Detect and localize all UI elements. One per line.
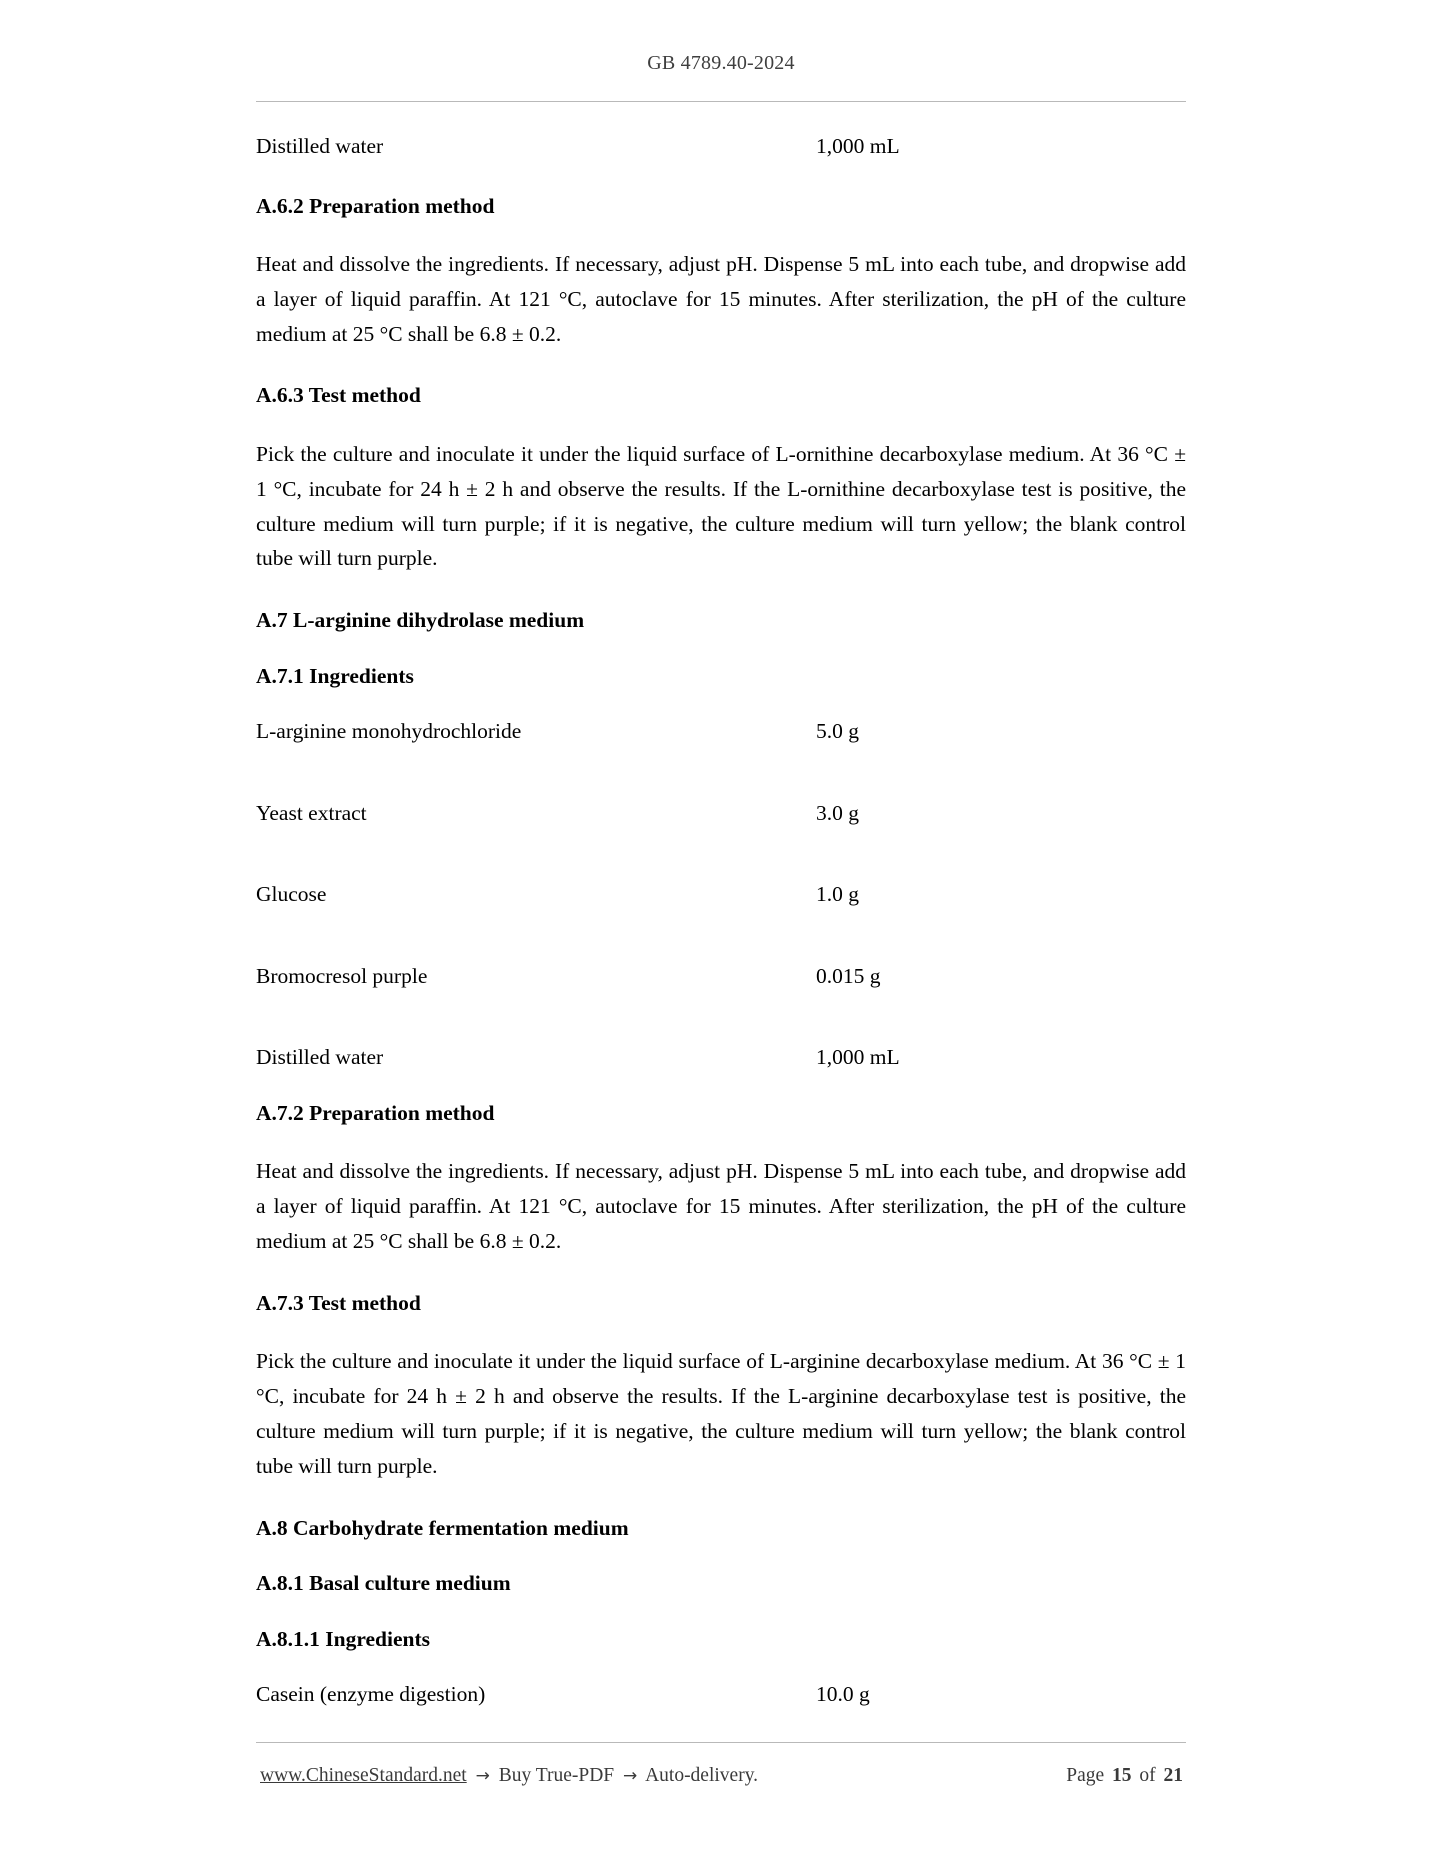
ingredient-row xyxy=(256,721,1186,743)
ingredient-row xyxy=(256,963,1186,988)
ingredient-name: Yeast extract xyxy=(256,800,367,825)
ingredient-row xyxy=(256,1047,1186,1069)
page-footer xyxy=(256,1765,1186,1787)
website-link[interactable]: www.ChineseStandard.net xyxy=(260,1765,467,1786)
section-heading-a63: A.6.3 Test method xyxy=(256,383,421,408)
section-paragraph-a73: Pick the culture and inoculate it under the liquid surface of L-arginine decarboxylase medium. At 36 °C ± 1 °C, incubate for 24 h ± 2 h and observe the results. If the L-arginine decarboxylase test is positive, the culture medium will turn purple; if it is negative, the culture medium will turn yellow; the blank control tube will turn purple. xyxy=(256,1349,1186,1478)
ingredient-amount: 1.0 g xyxy=(816,882,859,907)
arrow-right-icon: → xyxy=(623,1766,638,1786)
page-number: 15 xyxy=(1112,1765,1132,1786)
ingredient-name: Distilled water xyxy=(256,134,384,158)
page-label: Page xyxy=(1066,1765,1105,1786)
section-paragraph-a63: Pick the culture and inoculate it under the liquid surface of L-ornithine decarboxylase medium. At 36 °C ± 1 °C, incubate for 24 h ± 2 h and observe the results. If the L-ornithine decarboxylase test is positive, the culture medium will turn purple; if it is negative, the culture medium will turn yellow; the blank control tube will turn purple. xyxy=(256,441,1186,571)
ingredient-name: Casein (enzyme digestion) xyxy=(256,1682,486,1707)
of-label: of xyxy=(1139,1765,1156,1786)
total-pages: 21 xyxy=(1163,1765,1183,1786)
arrow-right-icon: → xyxy=(475,1766,490,1786)
ingredient-amount: 1,000 mL xyxy=(816,134,900,158)
section-heading-a8: A.8 Carbohydrate fermentation medium xyxy=(256,1515,629,1540)
section-paragraph-a72: Heat and dissolve the ingredients. If necessary, adjust pH. Dispense 5 mL into each tube, and dropwise add a layer of liquid paraffin. At 121 °C, autoclave for 15 minutes. After sterilization, the pH of the culture medium at 25 °C shall be 6.8 ± 0.2. xyxy=(256,1159,1186,1253)
footer-buy-text: Buy True-PDF xyxy=(498,1765,615,1786)
ingredient-amount: 0.015 g xyxy=(816,963,881,988)
section-heading-a71: A.7.1 Ingredients xyxy=(256,663,414,688)
section-heading-a72: A.7.2 Preparation method xyxy=(256,1100,495,1125)
ingredient-name: Glucose xyxy=(256,882,327,907)
ingredient-row xyxy=(256,1684,1186,1706)
ingredient-name: L-arginine monohydrochloride xyxy=(256,719,522,744)
standard-code: GB 4789.40-2024 xyxy=(647,52,795,74)
ingredient-row xyxy=(256,136,1186,158)
page-content xyxy=(256,136,1186,1706)
page-indicator xyxy=(1066,1765,1186,1787)
ingredient-name: Distilled water xyxy=(256,1045,384,1070)
page-header xyxy=(256,52,1186,75)
footer-divider xyxy=(256,1742,1186,1743)
footer-promo xyxy=(256,1765,1066,1787)
ingredient-row xyxy=(256,800,1186,825)
ingredient-amount: 5.0 g xyxy=(816,719,859,744)
section-heading-a811: A.8.1.1 Ingredients xyxy=(256,1626,431,1651)
ingredient-amount: 3.0 g xyxy=(816,800,859,825)
ingredient-name: Bromocresol purple xyxy=(256,963,428,988)
section-paragraph-a62: Heat and dissolve the ingredients. If necessary, adjust pH. Dispense 5 mL into each tube, and dropwise add a layer of liquid paraffin. At 121 °C, autoclave for 15 minutes. After sterilization, the pH of the culture medium at 25 °C shall be 6.8 ± 0.2. xyxy=(256,252,1186,346)
header-divider xyxy=(256,101,1186,102)
ingredient-amount: 10.0 g xyxy=(816,1682,870,1707)
ingredient-row xyxy=(256,884,1186,906)
section-heading-a73: A.7.3 Test method xyxy=(256,1290,421,1315)
section-heading-a81: A.8.1 Basal culture medium xyxy=(256,1571,511,1596)
section-heading-a7: A.7 L-arginine dihydrolase medium xyxy=(256,608,585,633)
ingredient-amount: 1,000 mL xyxy=(816,1045,900,1070)
footer-delivery-text: Auto-delivery. xyxy=(645,1765,759,1786)
section-heading-a62: A.6.2 Preparation method xyxy=(256,193,495,218)
